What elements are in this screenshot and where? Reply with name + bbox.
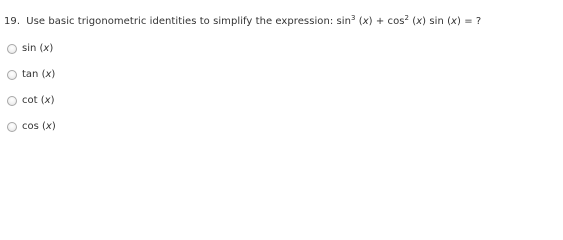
option-fn: sin: [22, 42, 37, 54]
answer-option-cot[interactable]: [7, 94, 56, 107]
radio-button[interactable]: [7, 96, 17, 106]
expr-cos-fn: cos: [387, 16, 405, 27]
option-fn: tan: [22, 68, 39, 80]
expr-sin-fn: sin: [336, 16, 351, 27]
answer-option-cos[interactable]: [7, 120, 56, 133]
radio-button[interactable]: [7, 122, 17, 132]
question-prompt: Use basic trigonometric identities to simplify the expression:: [26, 16, 334, 27]
radio-button[interactable]: [7, 44, 17, 54]
option-fn: cot: [22, 94, 38, 106]
option-fn: cos: [22, 120, 39, 132]
expr-cos-exponent: 2: [404, 14, 410, 22]
expr-sin-fn-2: sin: [429, 16, 444, 27]
option-label: cos (x): [22, 120, 56, 132]
question-text: [4, 16, 481, 28]
expr-var-2: x: [416, 16, 423, 27]
expr-var-1: x: [362, 16, 369, 27]
option-var: x: [43, 42, 50, 54]
option-var: x: [45, 120, 52, 132]
option-var: x: [44, 94, 51, 106]
option-label: tan (x): [22, 68, 56, 80]
answer-options: [7, 42, 56, 146]
expr-equals: = ?: [464, 16, 482, 27]
expr-sin-exponent: 3: [350, 14, 356, 22]
question-number: 19.: [4, 16, 21, 27]
expr-var-3: x: [451, 16, 457, 27]
option-var: x: [45, 68, 52, 80]
expr-plus: +: [375, 16, 385, 27]
option-label: cot (x): [22, 94, 55, 106]
option-label: sin (x): [22, 42, 54, 54]
answer-option-sin[interactable]: [7, 42, 56, 55]
expression: $\sin^3 (x) + \cos^2 (x)$ sin (x) = ?: [336, 14, 482, 27]
radio-button[interactable]: [7, 70, 17, 80]
answer-option-tan[interactable]: [7, 68, 56, 81]
